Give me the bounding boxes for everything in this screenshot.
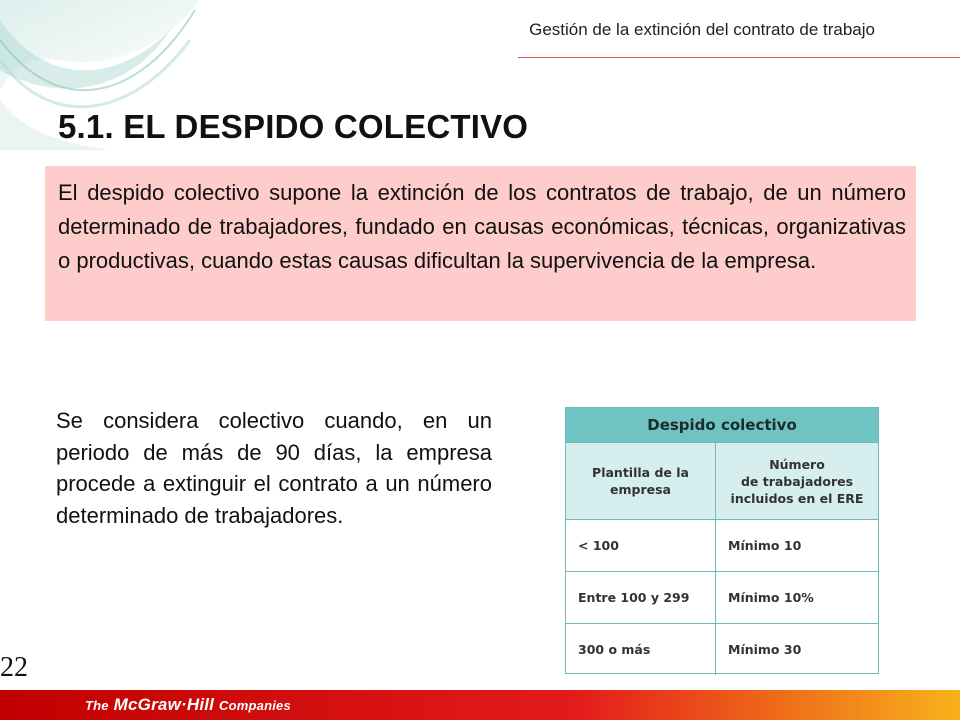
table-row [566, 623, 878, 675]
slide-title: 5.1. EL DESPIDO COLECTIVO [58, 108, 529, 145]
table-title: Despido colectivo [566, 408, 878, 442]
cell-minimo: Mínimo 30 [728, 642, 802, 657]
cell-plantilla: 300 o más [566, 624, 716, 675]
logo-name: McGraw·Hill [113, 695, 215, 714]
despido-colectivo-table [565, 407, 879, 674]
definition-text: El despido colectivo supone la extinción de los contratos de trabajo, de un número determinado de trabajadores, fundado en causas económicas, técnicas, organizativas o productivas, cuando estas causas dificultan la supervivencia de la empresa. [58, 180, 906, 273]
footer-bar [0, 690, 960, 720]
column-header-plantilla [566, 443, 716, 519]
chapter-header-title: Gestión de la extinción del contrato de trabajo [529, 20, 875, 39]
cell-plantilla: < 100 [566, 520, 716, 571]
logo-the: The [85, 698, 109, 713]
table-column-headers [566, 442, 878, 519]
cell-plantilla: Entre 100 y 299 [566, 572, 716, 623]
definition-box [45, 166, 916, 321]
table-row [566, 519, 878, 571]
header-divider [518, 57, 960, 58]
page-number: 22 [0, 652, 28, 683]
body-paragraph: Se considera colectivo cuando, en un periodo de más de 90 días, la empresa procede a extinguir el contrato a un número determinado de trabajadores. [56, 408, 492, 528]
publisher-logo [85, 695, 291, 715]
logo-companies: Companies [219, 698, 291, 713]
column-header-numero-line2: de trabajadores [740, 473, 854, 489]
column-header-numero-line3: incluidos en el ERE [730, 490, 864, 506]
table-row [566, 571, 878, 623]
column-header-plantilla-line2: empresa [610, 482, 671, 497]
cell-minimo: Mínimo 10% [728, 590, 814, 605]
column-header-numero [716, 443, 878, 519]
cell-minimo: Mínimo 10 [728, 538, 802, 553]
column-header-numero-line1: Número [769, 456, 825, 472]
column-header-plantilla-line1: Plantilla de la [592, 465, 689, 480]
